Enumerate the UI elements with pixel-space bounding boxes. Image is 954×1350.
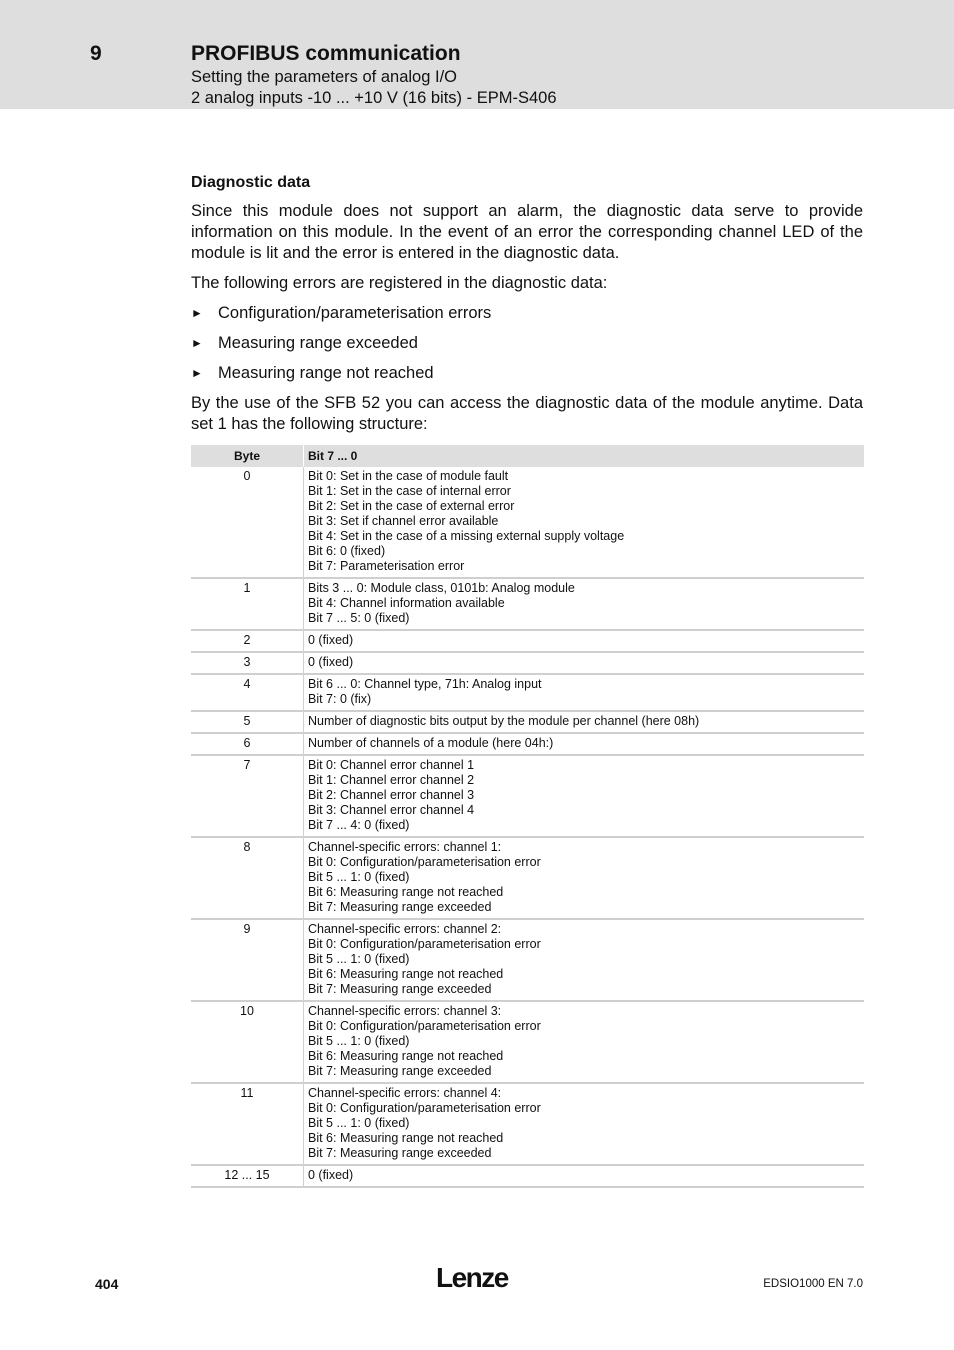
- bit-description: Bit 6 ... 0: Channel type, 71h: Analog input: [308, 677, 542, 691]
- byte-cell: 7: [191, 755, 304, 837]
- byte-cell: 1: [191, 578, 304, 630]
- bit-description: Bit 7: Measuring range exceeded: [308, 982, 492, 996]
- bit-description: Bit 1: Channel error channel 2: [308, 773, 475, 787]
- bit-description: Bit 1: Set in the case of internal error: [308, 484, 511, 498]
- bits-cell: [304, 1165, 865, 1187]
- list-item: ► Measuring range exceeded: [191, 334, 418, 352]
- column-header-byte: Byte: [191, 445, 304, 467]
- list-item: ► Configuration/parameterisation errors: [191, 304, 492, 322]
- bit-description: Bit 5 ... 1: 0 (fixed): [308, 1034, 410, 1048]
- table-row: [191, 652, 864, 674]
- byte-cell: 6: [191, 733, 304, 755]
- bit-description: Bit 2: Channel error channel 3: [308, 788, 475, 802]
- errors-intro-paragraph: The following errors are registered in the diagnostic data:: [191, 274, 608, 292]
- table-row: [191, 919, 864, 1001]
- lenze-logo: Lenze: [436, 1262, 508, 1293]
- bit-description: Bit 0: Configuration/parameterisation error: [308, 1101, 541, 1115]
- bit-description: Bit 5 ... 1: 0 (fixed): [308, 870, 410, 884]
- table-row: [191, 467, 864, 578]
- byte-cell: 3: [191, 652, 304, 674]
- bit-description: Bit 2: Set in the case of external error: [308, 499, 515, 513]
- list-item: ► Measuring range not reached: [191, 364, 434, 382]
- table-body: [191, 467, 864, 1187]
- byte-cell: 9: [191, 919, 304, 1001]
- byte-cell: 5: [191, 711, 304, 733]
- bits-cell: [304, 755, 865, 837]
- table-row: [191, 630, 864, 652]
- subtitle-line-2: 2 analog inputs -10 ... +10 V (16 bits) - EPM-S406: [191, 89, 557, 107]
- bit-description: Bit 6: Measuring range not reached: [308, 885, 504, 899]
- error-list: [191, 303, 863, 384]
- structure-paragraph: By the use of the SFB 52 you can access the diagnostic data of the module anytime. Data set 1 has the following structure:: [191, 394, 863, 433]
- bit-description: Bit 3: Channel error channel 4: [308, 803, 475, 817]
- byte-cell: 10: [191, 1001, 304, 1083]
- bits-cell: [304, 467, 865, 578]
- bits-cell: [304, 733, 865, 755]
- byte-cell: 11: [191, 1083, 304, 1165]
- bits-cell: [304, 578, 865, 630]
- bit-description: Bit 3: Set if channel error available: [308, 514, 499, 528]
- bit-description: 0 (fixed): [308, 633, 354, 647]
- bit-description: Bit 7: 0 (fix): [308, 692, 372, 706]
- diagnostic-data-table: [191, 445, 864, 1188]
- bit-description: Bit 0: Configuration/parameterisation error: [308, 937, 541, 951]
- bit-description: Bit 0: Configuration/parameterisation error: [308, 855, 541, 869]
- table-row: [191, 1001, 864, 1083]
- bit-description: Bit 0: Configuration/parameterisation error: [308, 1019, 541, 1033]
- bits-cell: [304, 1001, 865, 1083]
- bit-description: Number of channels of a module (here 04h:): [308, 736, 554, 750]
- column-header-bits: Bit 7 ... 0: [304, 445, 865, 467]
- bit-description: Bit 6: Measuring range not reached: [308, 1131, 504, 1145]
- bit-description: Bit 6: 0 (fixed): [308, 544, 386, 558]
- bit-description: Bit 7: Measuring range exceeded: [308, 1146, 492, 1160]
- bit-description: Channel-specific errors: channel 1:: [308, 840, 502, 854]
- bit-description: Number of diagnostic bits output by the module per channel (here 08h): [308, 714, 700, 728]
- bit-description: Channel-specific errors: channel 3:: [308, 1004, 502, 1018]
- table-row: [191, 578, 864, 630]
- byte-cell: 4: [191, 674, 304, 711]
- triangle-bullet-icon: ►: [191, 306, 203, 320]
- table-header-row: [191, 445, 864, 467]
- table-row: [191, 1083, 864, 1165]
- page-number: 404: [95, 1276, 119, 1292]
- bit-description: Bit 5 ... 1: 0 (fixed): [308, 1116, 410, 1130]
- bit-description: Bit 7: Measuring range exceeded: [308, 900, 492, 914]
- byte-cell: 0: [191, 467, 304, 578]
- bit-description: Bit 4: Set in the case of a missing external supply voltage: [308, 529, 625, 543]
- bit-description: Channel-specific errors: channel 4:: [308, 1086, 502, 1100]
- bit-description: Bit 7 ... 5: 0 (fixed): [308, 611, 410, 625]
- triangle-bullet-icon: ►: [191, 336, 203, 350]
- bit-description: 0 (fixed): [308, 1168, 354, 1182]
- bits-cell: [304, 1083, 865, 1165]
- bit-description: Bit 7: Parameterisation error: [308, 559, 465, 573]
- bits-cell: [304, 711, 865, 733]
- table-row: [191, 674, 864, 711]
- bit-description: Bit 7 ... 4: 0 (fixed): [308, 818, 410, 832]
- table-row: [191, 1165, 864, 1187]
- table-row: [191, 733, 864, 755]
- intro-paragraph: Since this module does not support an alarm, the diagnostic data serve to provide information on this module. In the event of an error the corresponding channel LED of the module is lit and the error is entered in the diagnostic data.: [191, 202, 863, 262]
- bits-cell: [304, 652, 865, 674]
- chapter-number: 9: [90, 42, 102, 65]
- bit-description: Bit 7: Measuring range exceeded: [308, 1064, 492, 1078]
- table-row: [191, 755, 864, 837]
- byte-cell: 8: [191, 837, 304, 919]
- section-heading: Diagnostic data: [191, 174, 311, 191]
- main-content: [191, 172, 863, 444]
- bits-cell: [304, 837, 865, 919]
- bits-cell: [304, 919, 865, 1001]
- bit-description: Bit 4: Channel information available: [308, 596, 505, 610]
- table-row: [191, 837, 864, 919]
- bit-description: Bit 6: Measuring range not reached: [308, 1049, 504, 1063]
- bits-cell: [304, 630, 865, 652]
- bit-description: Bit 6: Measuring range not reached: [308, 967, 504, 981]
- bit-description: 0 (fixed): [308, 655, 354, 669]
- bit-description: Bit 0: Channel error channel 1: [308, 758, 475, 772]
- subtitle-line-1: Setting the parameters of analog I/O: [191, 68, 457, 86]
- table-row: [191, 711, 864, 733]
- byte-cell: 2: [191, 630, 304, 652]
- bits-cell: [304, 674, 865, 711]
- byte-cell: 12 ... 15: [191, 1165, 304, 1187]
- document-code: EDSIO1000 EN 7.0: [763, 1278, 863, 1290]
- triangle-bullet-icon: ►: [191, 366, 203, 380]
- bit-description: Bits 3 ... 0: Module class, 0101b: Analog module: [308, 581, 575, 595]
- bit-description: Bit 0: Set in the case of module fault: [308, 469, 509, 483]
- bit-description: Channel-specific errors: channel 2:: [308, 922, 502, 936]
- chapter-title: PROFIBUS communication: [191, 42, 461, 65]
- bit-description: Bit 5 ... 1: 0 (fixed): [308, 952, 410, 966]
